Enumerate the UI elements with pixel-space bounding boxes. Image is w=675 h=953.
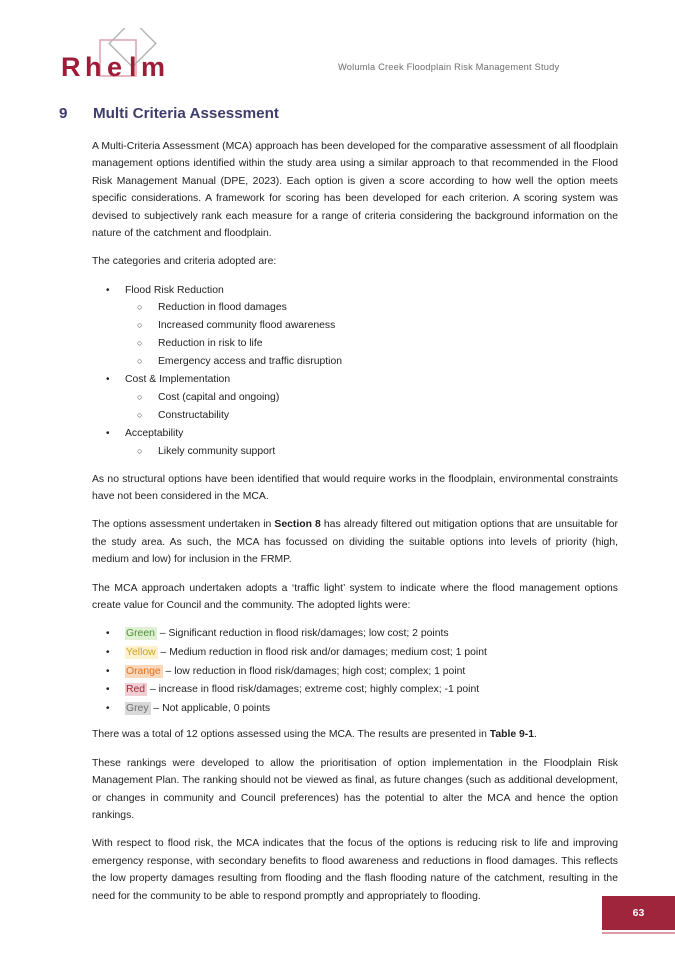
- traffic-light-description-red: – increase in flood risk/damages; extreme cost; highly complex; -1 point: [147, 684, 480, 696]
- bullet-glyph-icon: •: [106, 684, 110, 696]
- traffic-light-swatch-yellow: Yellow: [126, 646, 156, 658]
- list-item: [92, 644, 618, 662]
- footer-rule-divider: [602, 932, 675, 934]
- options-assessment-text-pre: The options assessment undertaken in: [92, 519, 275, 531]
- traffic-light-description-grey: – Not applicable, 0 points: [150, 702, 271, 714]
- table-9-1-reference: Table 9-1: [489, 729, 535, 741]
- traffic-light-swatch-green: Green: [126, 628, 155, 640]
- list-item: [125, 407, 618, 425]
- criteria-category-label: Flood Risk Reduction: [125, 284, 224, 296]
- criteria-sub-label: Emergency access and traffic disruption: [158, 355, 343, 367]
- traffic-light-description-yellow: – Medium reduction in flood risk and/or damages; medium cost; 1 point: [157, 646, 487, 658]
- list-item: [125, 335, 618, 353]
- list-item: [125, 389, 618, 407]
- bullet-glyph-icon: •: [106, 374, 110, 386]
- circle-bullet-glyph-icon: ○: [137, 409, 143, 420]
- logo-artwork: [59, 28, 189, 84]
- page-header: [0, 0, 675, 96]
- logo-letter-m: m: [141, 52, 166, 82]
- paragraph-traffic-light-lead: The MCA approach undertaken adopts a ‘traffic light’ system to indicate where the flood management options create value for Council and the community. The adopted lights were:: [92, 582, 618, 611]
- list-item: [125, 353, 618, 371]
- circle-bullet-glyph-icon: ○: [137, 355, 143, 366]
- list-item: [92, 282, 618, 370]
- list-item: [92, 700, 618, 718]
- body-text-column: [0, 138, 675, 905]
- total-options-text-pre: There was a total of 12 options assessed using the MCA. The results are presented in: [92, 729, 490, 741]
- logo-letter-r: R: [61, 52, 81, 82]
- list-item: [125, 299, 618, 317]
- circle-bullet-glyph-icon: ○: [137, 302, 143, 313]
- list-item: [92, 425, 618, 460]
- section-title: Multi Criteria Assessment: [93, 105, 279, 122]
- list-item: [125, 443, 618, 461]
- logo-letter-h: h: [85, 52, 102, 82]
- page-number: 63: [632, 907, 645, 919]
- traffic-light-description-green: – Significant reduction in flood risk/damages; low cost; 2 points: [156, 628, 449, 640]
- traffic-light-description-orange: – low reduction in flood risk/damages; high cost; complex; 1 point: [162, 665, 466, 677]
- page-title: [0, 104, 675, 124]
- traffic-light-swatch-red: Red: [126, 684, 146, 696]
- paragraph-no-structural: As no structural options have been identified that would require works in the floodplain, environmental constraints have not been considered in the MCA.: [92, 473, 618, 502]
- logo-letter-l: l: [129, 52, 137, 82]
- header-document-title: Wolumla Creek Floodplain Risk Management Study: [338, 62, 560, 72]
- bullet-glyph-icon: •: [106, 665, 110, 677]
- paragraph-options-assessment: [92, 516, 618, 568]
- page-number-badge: [602, 896, 675, 930]
- traffic-light-swatch-grey: Grey: [126, 702, 149, 714]
- paragraph-flood-risk-focus: With respect to flood risk, the MCA indicates that the focus of the options is reducing risk to life and improving emergency response, with secondary benefits to flood awareness and reductions in flood damages. This reflects the low property damages resulting from flooding and the flash flooding nature of the catchment, resulting in the need for the community to be able to respond promptly and appropriately to flooding.: [92, 838, 618, 902]
- bullet-glyph-icon: •: [106, 628, 110, 640]
- bullet-glyph-icon: •: [106, 284, 110, 296]
- criteria-sublist: [125, 389, 618, 424]
- bullet-glyph-icon: •: [106, 646, 110, 658]
- options-assessment-text-post: has already filtered out mitigation options that are unsuitable for the study area. As such, the MCA has focussed on dividing the suitable options into levels of priority (high, medium and low) for inclusion in the FRMP.: [92, 519, 618, 566]
- document-body: [0, 104, 675, 916]
- paragraph-rankings: These rankings were developed to allow the prioritisation of option implementation in the Floodplain Risk Management Plan. The ranking should not be viewed as final, as future changes (such as additional development, or changes in community and Council preferences) has the potential to alter the MCA and hence the option rankings.: [92, 757, 618, 821]
- paragraph-categories-lead: The categories and criteria adopted are:: [92, 256, 277, 268]
- bullet-glyph-icon: •: [106, 428, 110, 440]
- circle-bullet-glyph-icon: ○: [137, 320, 143, 331]
- criteria-sub-label: Reduction in risk to life: [158, 337, 263, 349]
- section-number: 9: [59, 105, 68, 122]
- criteria-sub-label: Likely community support: [158, 445, 276, 457]
- section-8-reference: Section 8: [274, 519, 321, 531]
- bullet-glyph-icon: •: [106, 702, 110, 714]
- criteria-sub-label: Increased community flood awareness: [158, 320, 336, 332]
- criteria-sub-label: Reduction in flood damages: [158, 302, 287, 314]
- criteria-category-label: Acceptability: [125, 428, 184, 440]
- criteria-sublist: [125, 299, 618, 370]
- list-item: [92, 625, 618, 643]
- list-item: [92, 681, 618, 699]
- criteria-sub-label: Constructability: [158, 409, 230, 421]
- criteria-sub-label: Cost (capital and ongoing): [158, 391, 280, 403]
- logo-letter-e: e: [107, 52, 123, 82]
- criteria-category-label: Cost & Implementation: [125, 374, 231, 386]
- total-options-text-post: .: [534, 729, 537, 741]
- traffic-light-swatch-orange: Orange: [126, 665, 161, 677]
- paragraph-intro: A Multi-Criteria Assessment (MCA) approach has been developed for the comparative assessment of all floodplain management options identified within the study area using a similar approach to that recommended in the Flood Risk Management Manual (DPE, 2023). Each option is given a score according to how well the option meets specific considerations. A framework for scoring has been developed for each criterion. A scoring system was devised to subjectively rank each measure for a range of criteria considering the background information on the nature of the catchment and floodplain.: [92, 141, 618, 240]
- criteria-list: [92, 282, 618, 461]
- list-item: [92, 663, 618, 681]
- circle-bullet-glyph-icon: ○: [137, 445, 143, 456]
- circle-bullet-glyph-icon: ○: [137, 337, 143, 348]
- criteria-sublist: [125, 443, 618, 461]
- list-item: [125, 317, 618, 335]
- circle-bullet-glyph-icon: ○: [137, 391, 143, 402]
- traffic-light-legend: [92, 625, 618, 717]
- paragraph-total-options: [92, 726, 618, 743]
- rhelm-logo: [59, 28, 189, 84]
- list-item: [92, 371, 618, 424]
